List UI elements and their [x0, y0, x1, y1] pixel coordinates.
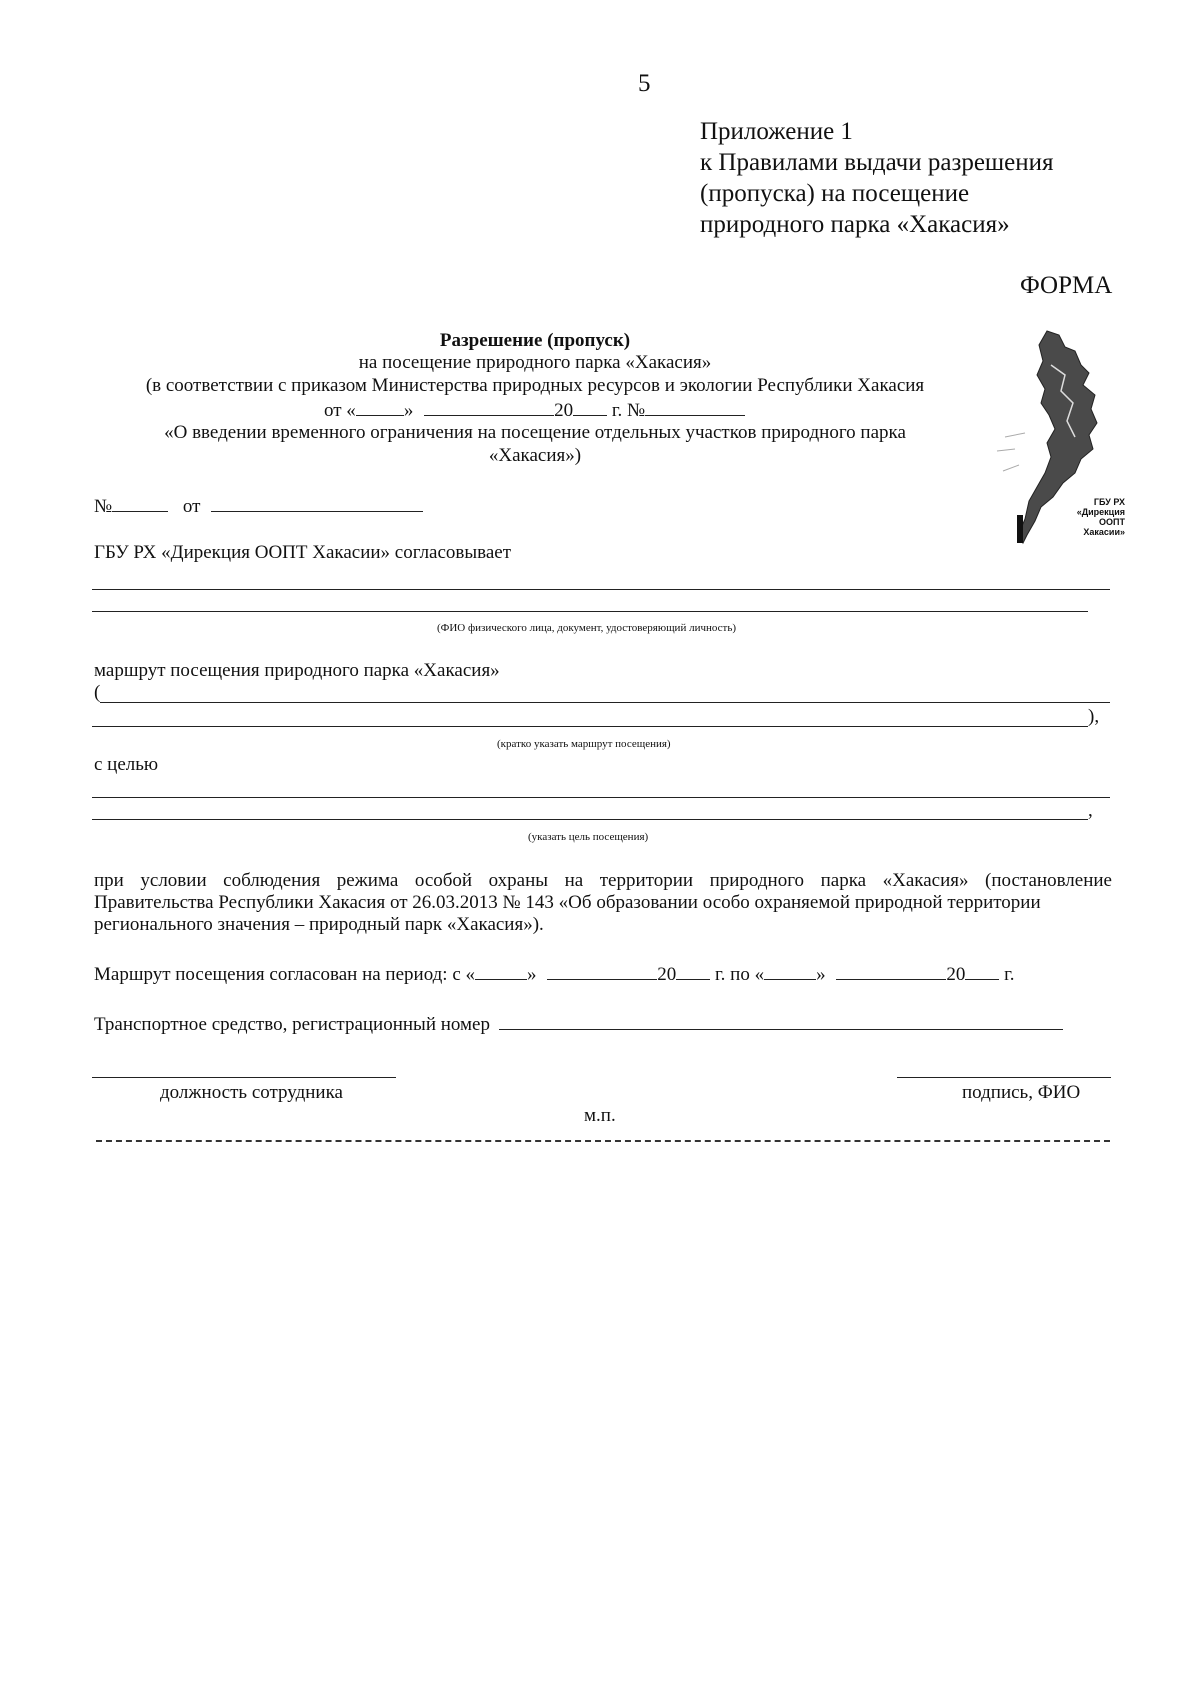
route-line-2[interactable]: [92, 726, 1088, 727]
agreement-text: ГБУ РХ «Дирекция ООПТ Хакасии» согласовывает: [94, 542, 512, 563]
purpose-comma: ,: [1088, 800, 1093, 821]
conditions-line-1: при условии соблюдения режима особой охраны на территории природного парка «Хакасия» (постановление: [94, 870, 1112, 891]
page-number: 5: [638, 70, 651, 97]
appendix-line: Приложение 1: [700, 118, 853, 145]
route-open-paren: (: [94, 682, 101, 703]
order-month-field[interactable]: [424, 398, 554, 416]
appendix-block: [700, 116, 1054, 240]
caption-purpose: (указать цель посещения): [528, 831, 649, 843]
fio-line-2[interactable]: [92, 611, 1088, 612]
permit-number-row: № от: [94, 494, 423, 518]
signature-line[interactable]: [897, 1077, 1111, 1078]
order-day-field[interactable]: [356, 398, 404, 416]
period-end-year-field[interactable]: [965, 962, 999, 980]
appendix-line: природного парка «Хакасия»: [700, 211, 1010, 238]
period-row: Маршрут посещения согласован на период: с « » 20 г. по « » 20 г.: [94, 964, 1015, 985]
purpose-line-1[interactable]: [92, 797, 1110, 798]
stamp-label: м.п.: [584, 1105, 616, 1126]
order-date-row: от « » 20 г. №: [324, 398, 745, 422]
position-line[interactable]: [92, 1077, 396, 1078]
appendix-line: (пропуска) на посещение: [700, 180, 970, 207]
period-end-day-field[interactable]: [764, 962, 816, 980]
period-start-day-field[interactable]: [475, 962, 527, 980]
permit-number-field[interactable]: [112, 494, 168, 512]
route-close-paren: ),: [1088, 706, 1100, 727]
vehicle-number-field[interactable]: [499, 1012, 1063, 1030]
conditions-line-3: регионального значения – природный парк «Хакасия»).: [94, 914, 544, 935]
permit-title: Разрешение (пропуск): [439, 330, 631, 351]
form-label: ФОРМА: [1020, 272, 1113, 299]
order-title-end: «Хакасия»): [488, 445, 582, 466]
period-start-year-field[interactable]: [676, 962, 710, 980]
order-number-field[interactable]: [645, 398, 745, 416]
permit-order-ref: (в соответствии с приказом Министерства природных ресурсов и экологии Республики Хакасия: [145, 375, 925, 396]
order-year-field[interactable]: [573, 398, 607, 416]
logo: [985, 325, 1125, 547]
route-label: маршрут посещения природного парка «Хакасия»: [94, 660, 500, 681]
signature-caption: подпись, ФИО: [962, 1082, 1081, 1103]
period-start-month-field[interactable]: [547, 962, 657, 980]
purpose-label: с целью: [94, 754, 159, 775]
order-title: «О введении временного ограничения на посещение отдельных участков природного парка: [164, 422, 906, 443]
vehicle-row: Транспортное средство, регистрационный номер: [94, 1012, 1063, 1036]
route-line-1[interactable]: [100, 702, 1110, 703]
permit-subtitle: на посещение природного парка «Хакасия»: [358, 352, 712, 373]
conditions-line-2: Правительства Республики Хакасия от 26.03.2013 № 143 «Об образовании особо охраняемой природной территории: [94, 892, 1041, 913]
cut-line: [96, 1140, 1110, 1142]
period-end-month-field[interactable]: [836, 962, 946, 980]
logo-caption: ГБУ РХ «Дирекция ООПТ Хакасии»: [1076, 497, 1125, 537]
caption-route: (кратко указать маршрут посещения): [497, 738, 671, 750]
conditions-paragraph: [94, 870, 1112, 936]
position-caption: должность сотрудника: [160, 1082, 343, 1103]
appendix-line: к Правилами выдачи разрешения: [700, 149, 1054, 176]
purpose-line-2[interactable]: [92, 819, 1088, 820]
permit-date-field[interactable]: [211, 494, 423, 512]
caption-fio: (ФИО физического лица, документ, удостоверяющий личность): [437, 622, 737, 634]
fio-line-1[interactable]: [92, 589, 1110, 590]
